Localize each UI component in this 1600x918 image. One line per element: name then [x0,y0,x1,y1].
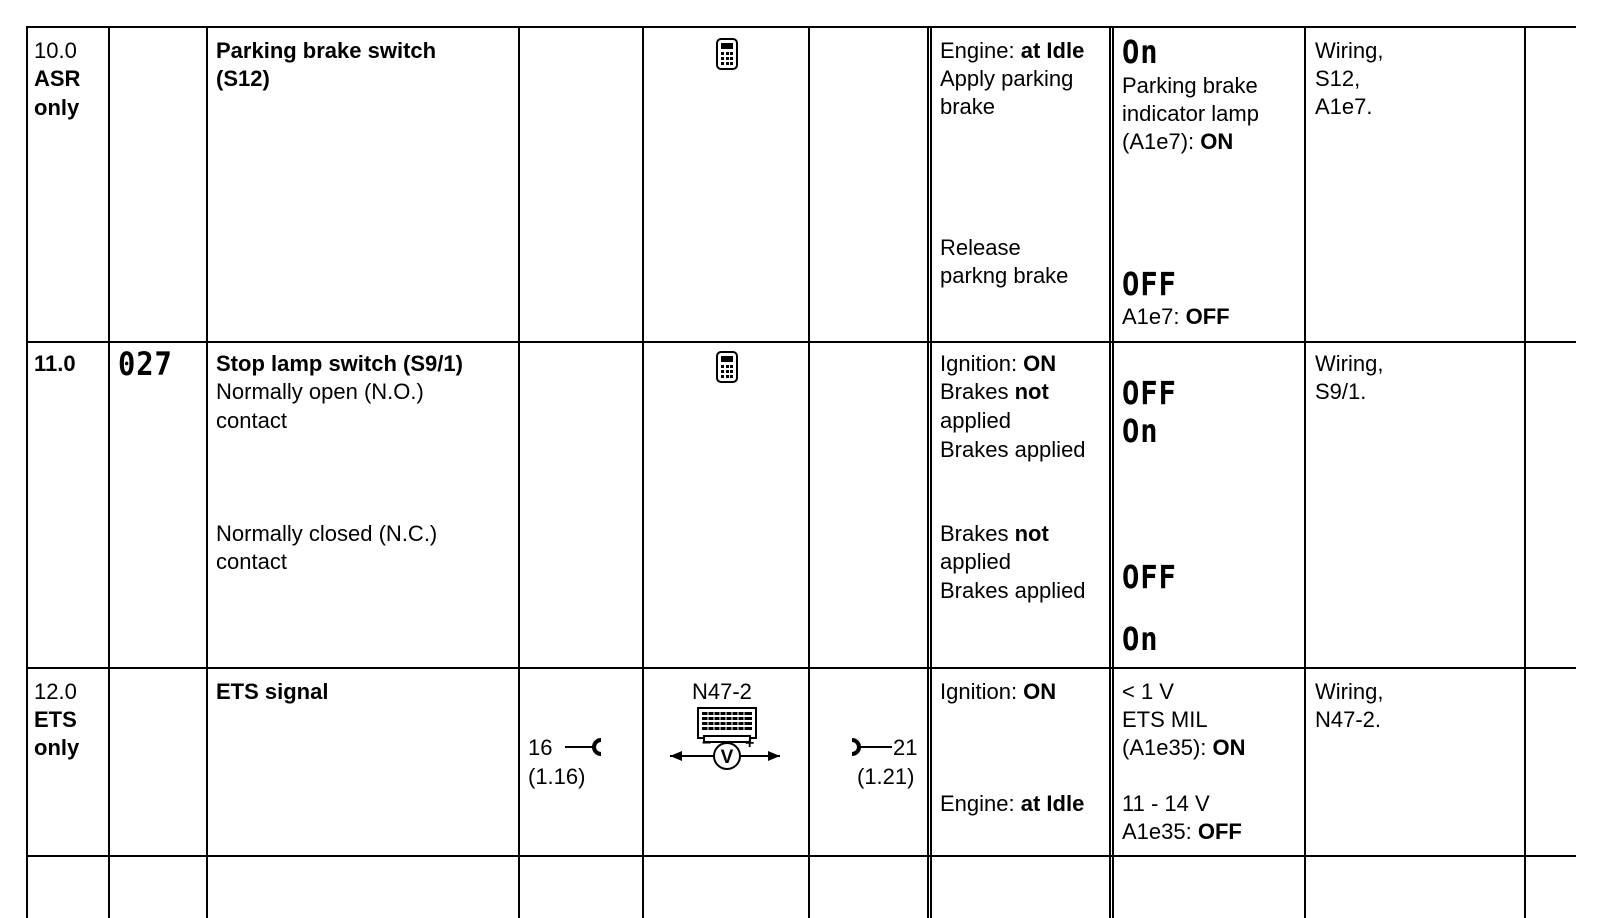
voltmeter-icon [668,706,784,784]
remedy: N47-2. [1315,707,1382,732]
col-divider [808,26,810,918]
step-note: only [34,95,80,120]
display-value: OFF [1122,374,1177,412]
remedy: A1e7. [1315,94,1373,119]
nominal-value: ETS MIL [1122,707,1208,732]
step-note: only [34,735,80,760]
component-title: (S12) [216,66,270,91]
col-divider [1112,26,1114,918]
row-divider-top [26,26,1576,28]
test-condition: Brakes not [940,379,1049,404]
step-note: ASR [34,66,81,91]
row-divider-12-13 [26,855,1576,857]
nominal-value: (A1e35): ON [1122,735,1246,760]
component-title: Stop lamp switch (S9/1) [216,351,463,376]
nominal-value: indicator lamp [1122,101,1259,126]
col-divider [108,26,110,918]
nominal-value: A1e7: OFF [1122,304,1230,329]
step-note: ETS [34,707,77,732]
display-value: On [1122,620,1159,658]
component-desc: Normally open (N.O.) [216,379,424,404]
pin-left-sub: (1.16) [528,764,586,789]
display-value: On [1122,33,1159,71]
pin-left: 16 [528,735,553,760]
meter-label: N47-2 [692,679,752,704]
col-divider [1304,26,1306,918]
col-divider [930,26,932,918]
tester-icon [716,38,738,76]
test-condition: Ignition: ON [940,679,1057,704]
nominal-value: 11 - 14 V [1122,791,1210,816]
step-number: 12.0 [34,679,77,704]
socket-right-icon [848,737,894,763]
test-condition: Ignition: ON [940,351,1057,376]
test-condition: Apply parking [940,66,1074,91]
col-divider [1109,26,1111,918]
remedy: S9/1. [1315,379,1367,404]
display-value: OFF [1122,558,1177,596]
component-title: ETS signal [216,679,329,704]
test-condition: Engine: at Idle [940,38,1085,63]
remedy: Wiring, [1315,351,1384,376]
test-condition: applied [940,549,1011,574]
component-desc: contact [216,408,287,433]
nominal-value: < 1 V [1122,679,1174,704]
nominal-value: (A1e7): ON [1122,129,1234,154]
step-number: 10.0 [34,38,77,63]
test-condition: Release [940,235,1021,260]
col-divider [518,26,520,918]
row-divider-11-12 [26,667,1576,669]
pin-right: 21 [893,735,918,760]
remedy: Wiring, [1315,38,1384,63]
svg-text:+: + [745,735,755,752]
socket-left-icon [563,737,607,763]
display-value: OFF [1122,265,1177,303]
col-divider [206,26,208,918]
step-number: 11.0 [34,351,76,376]
nominal-value: Parking brake [1122,73,1258,98]
remedy: Wiring, [1315,679,1384,704]
component-title: Parking brake switch [216,38,437,63]
test-condition: brake [940,94,996,119]
col-divider [642,26,644,918]
test-condition: Brakes applied [940,437,1086,462]
col-divider [26,26,28,918]
test-condition: Brakes applied [940,578,1086,603]
test-condition: Engine: at Idle [940,791,1085,816]
pin-right-sub: (1.21) [857,764,915,789]
col-divider [1524,26,1526,918]
test-condition: Brakes not [940,521,1049,546]
svg-text:−: − [702,735,712,752]
meter-symbol: V [720,747,734,768]
display-code: 027 [118,345,173,383]
component-desc: contact [216,549,287,574]
test-condition: applied [940,408,1011,433]
remedy: S12, [1315,66,1361,91]
nominal-value: A1e35: OFF [1122,819,1242,844]
row-divider-10-11 [26,341,1576,343]
test-condition: parkng brake [940,263,1069,288]
tester-icon [716,351,738,389]
col-divider [927,26,929,918]
component-desc: Normally closed (N.C.) [216,521,438,546]
display-value: On [1122,412,1159,450]
